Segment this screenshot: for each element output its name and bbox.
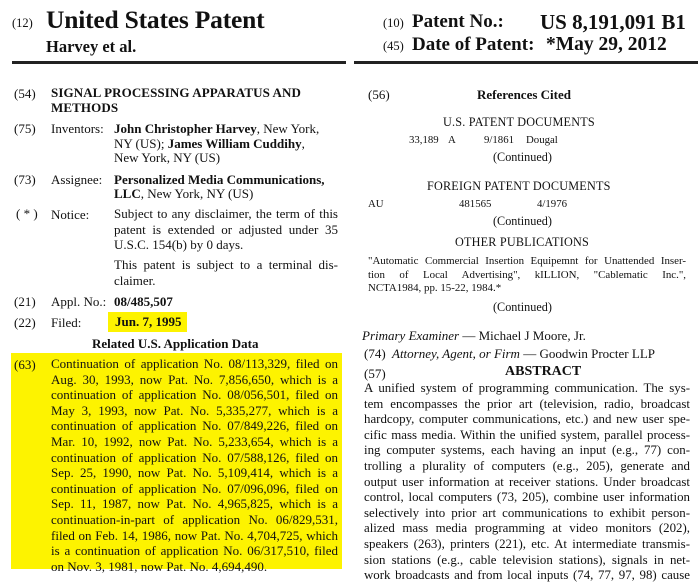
continued-us: (Continued) xyxy=(493,150,552,164)
header-rule-left xyxy=(12,61,346,64)
attorney-name: — Goodwin Procter LLP xyxy=(519,346,655,361)
appl-no-label: Appl. No.: xyxy=(51,294,107,309)
inid-code-74: (74) xyxy=(364,346,386,361)
title-line-2: METHODS xyxy=(51,100,119,115)
inventors-line-1 xyxy=(114,121,319,137)
abstract-text: A unified system of programming communication. The sys- tem encompasses the prior art (television, radio, broadcast hardcopy, computer communications, etc.) and new user spe- cific mass media. Within the unified system, parallel process- ing computer systems, each having an input (e.g., 77) con- trolling a plurality of computers (e.g., 205), generate and output user information at receiver stations. Under broadcast control, local computers (73, 205), combine user information selectively into prior art communications to exhibit person- alized mass media programming at video monitors (202), speakers (263), printers (221), etc. At intermediate transmis- sion stations (e.g., cable television stations), signals in net- work broadcasts and from local inputs (74, 77, 97, 98) cause xyxy=(364,381,690,583)
authors: Harvey et al. xyxy=(46,37,137,56)
inid-code-notice: ( * ) xyxy=(16,206,38,221)
inid-code-21: (21) xyxy=(14,294,36,309)
continuation-text: Continuation of application No. 08/113,329, filed on Aug. 30, 1993, now Pat. No. 7,856,650, which is a continuation of application No. 08/056,501, filed on May 3, 1993, now Pat. No. 5,335,277, which is a continuation of application No. 07/849,226, filed on Mar. 10, 1992, now Pat. No. 5,233,654, which is a continuation of application No. 07/588,126, filed on Sep. 25, 1990, now Pat. No. 5,109,414, which is a continuation of application No. 07/096,096, filed on Sep. 11, 1987, now Pat. No. 4,965,825, which is a continuation-in-part of application No. 06/829,531, filed on Feb. 14, 1986, now Pat. No. 4,704,725, which is a continuation of application No. 06/317,510, filed on Nov. 3, 1981, now Pat. No. 4,694,490. xyxy=(51,356,338,574)
patent-no-label: Patent No.: xyxy=(412,11,504,32)
primary-examiner xyxy=(362,328,586,344)
references-heading: References Cited xyxy=(477,87,571,102)
inid-code-73: (73) xyxy=(14,172,36,187)
notice-label: Notice: xyxy=(51,207,90,222)
patent-date: *May 29, 2012 xyxy=(546,34,667,55)
terminal-disclaimer-text: This patent is subject to a terminal dis- claimer. xyxy=(114,257,338,288)
patent-number: US 8,191,091 B1 xyxy=(540,10,686,34)
appl-no-value: 08/485,507 xyxy=(114,294,173,309)
assignee-label: Assignee: xyxy=(51,172,103,187)
attorney-line xyxy=(392,346,655,362)
inid-code-10: (10) xyxy=(383,16,404,30)
inventors-label: Inventors: xyxy=(51,121,104,136)
inventor-1-location: , New York, xyxy=(256,121,320,136)
examiner-label: Primary Examiner xyxy=(362,328,460,343)
inid-code-54: (54) xyxy=(14,86,36,101)
title-line-1: SIGNAL PROCESSING APPARATUS AND xyxy=(51,85,302,100)
other-publications-heading: OTHER PUBLICATIONS xyxy=(455,235,589,249)
attorney-label: Attorney, Agent, or Firm xyxy=(392,346,520,361)
assignee-line-1: Personalized Media Communications, xyxy=(114,172,325,187)
examiner-name: — Michael J Moore, Jr. xyxy=(459,328,586,343)
inid-code-56: (56) xyxy=(368,87,390,102)
us-doc-date: 9/1861 xyxy=(484,134,514,146)
inventors-line-2: NY (US); James William Cuddihy, xyxy=(114,136,305,151)
inid-code-75: (75) xyxy=(14,121,36,136)
continued-foreign: (Continued) xyxy=(493,214,552,228)
document-title: United States Patent xyxy=(46,5,265,34)
notice-text: Subject to any disclaimer, the term of this patent is extended or adjusted under 35 U.S.C. 154(b) by 0 days. xyxy=(114,206,338,253)
filed-date-highlight: Jun. 7, 1995 xyxy=(108,312,187,332)
inid-code-12: (12) xyxy=(12,16,33,30)
inid-code-63: (63) xyxy=(14,357,36,372)
inventor-1-name: John Christopher Harvey xyxy=(114,121,257,136)
foreign-doc-number: 481565 xyxy=(459,198,492,210)
abstract-heading: ABSTRACT xyxy=(505,364,582,379)
inid-code-45: (45) xyxy=(383,39,404,53)
foreign-doc-country: AU xyxy=(368,198,384,210)
us-doc-kind: A xyxy=(448,134,456,146)
inventor-2-name: James William Cuddihy xyxy=(167,136,302,151)
filed-label: Filed: xyxy=(51,315,82,330)
us-doc-number: 33,189 xyxy=(409,134,439,146)
other-publication-text: "Automatic Commercial Insertion Equipemnt for Unattended Inser- tion of Local Advertising", kILLION, "Cablematic Inc.", NCTA1984, pp. 15-22, 1984.* xyxy=(368,255,686,294)
foreign-docs-heading: FOREIGN PATENT DOCUMENTS xyxy=(427,179,611,193)
header-rule-right xyxy=(354,61,698,64)
us-doc-inventor: Dougal xyxy=(526,134,558,146)
inid-code-22: (22) xyxy=(14,315,36,330)
date-label: Date of Patent: xyxy=(412,34,535,55)
inventor-1-country: NY (US); xyxy=(114,136,168,151)
us-docs-heading: U.S. PATENT DOCUMENTS xyxy=(443,115,595,129)
inid-code-57: (57) xyxy=(364,366,386,381)
continued-other: (Continued) xyxy=(493,300,552,314)
assignee-line-2: LLC, New York, NY (US) xyxy=(114,186,254,201)
related-data-heading: Related U.S. Application Data xyxy=(92,336,259,351)
inventors-line-3: New York, NY (US) xyxy=(114,150,221,165)
foreign-doc-date: 4/1976 xyxy=(537,198,567,210)
